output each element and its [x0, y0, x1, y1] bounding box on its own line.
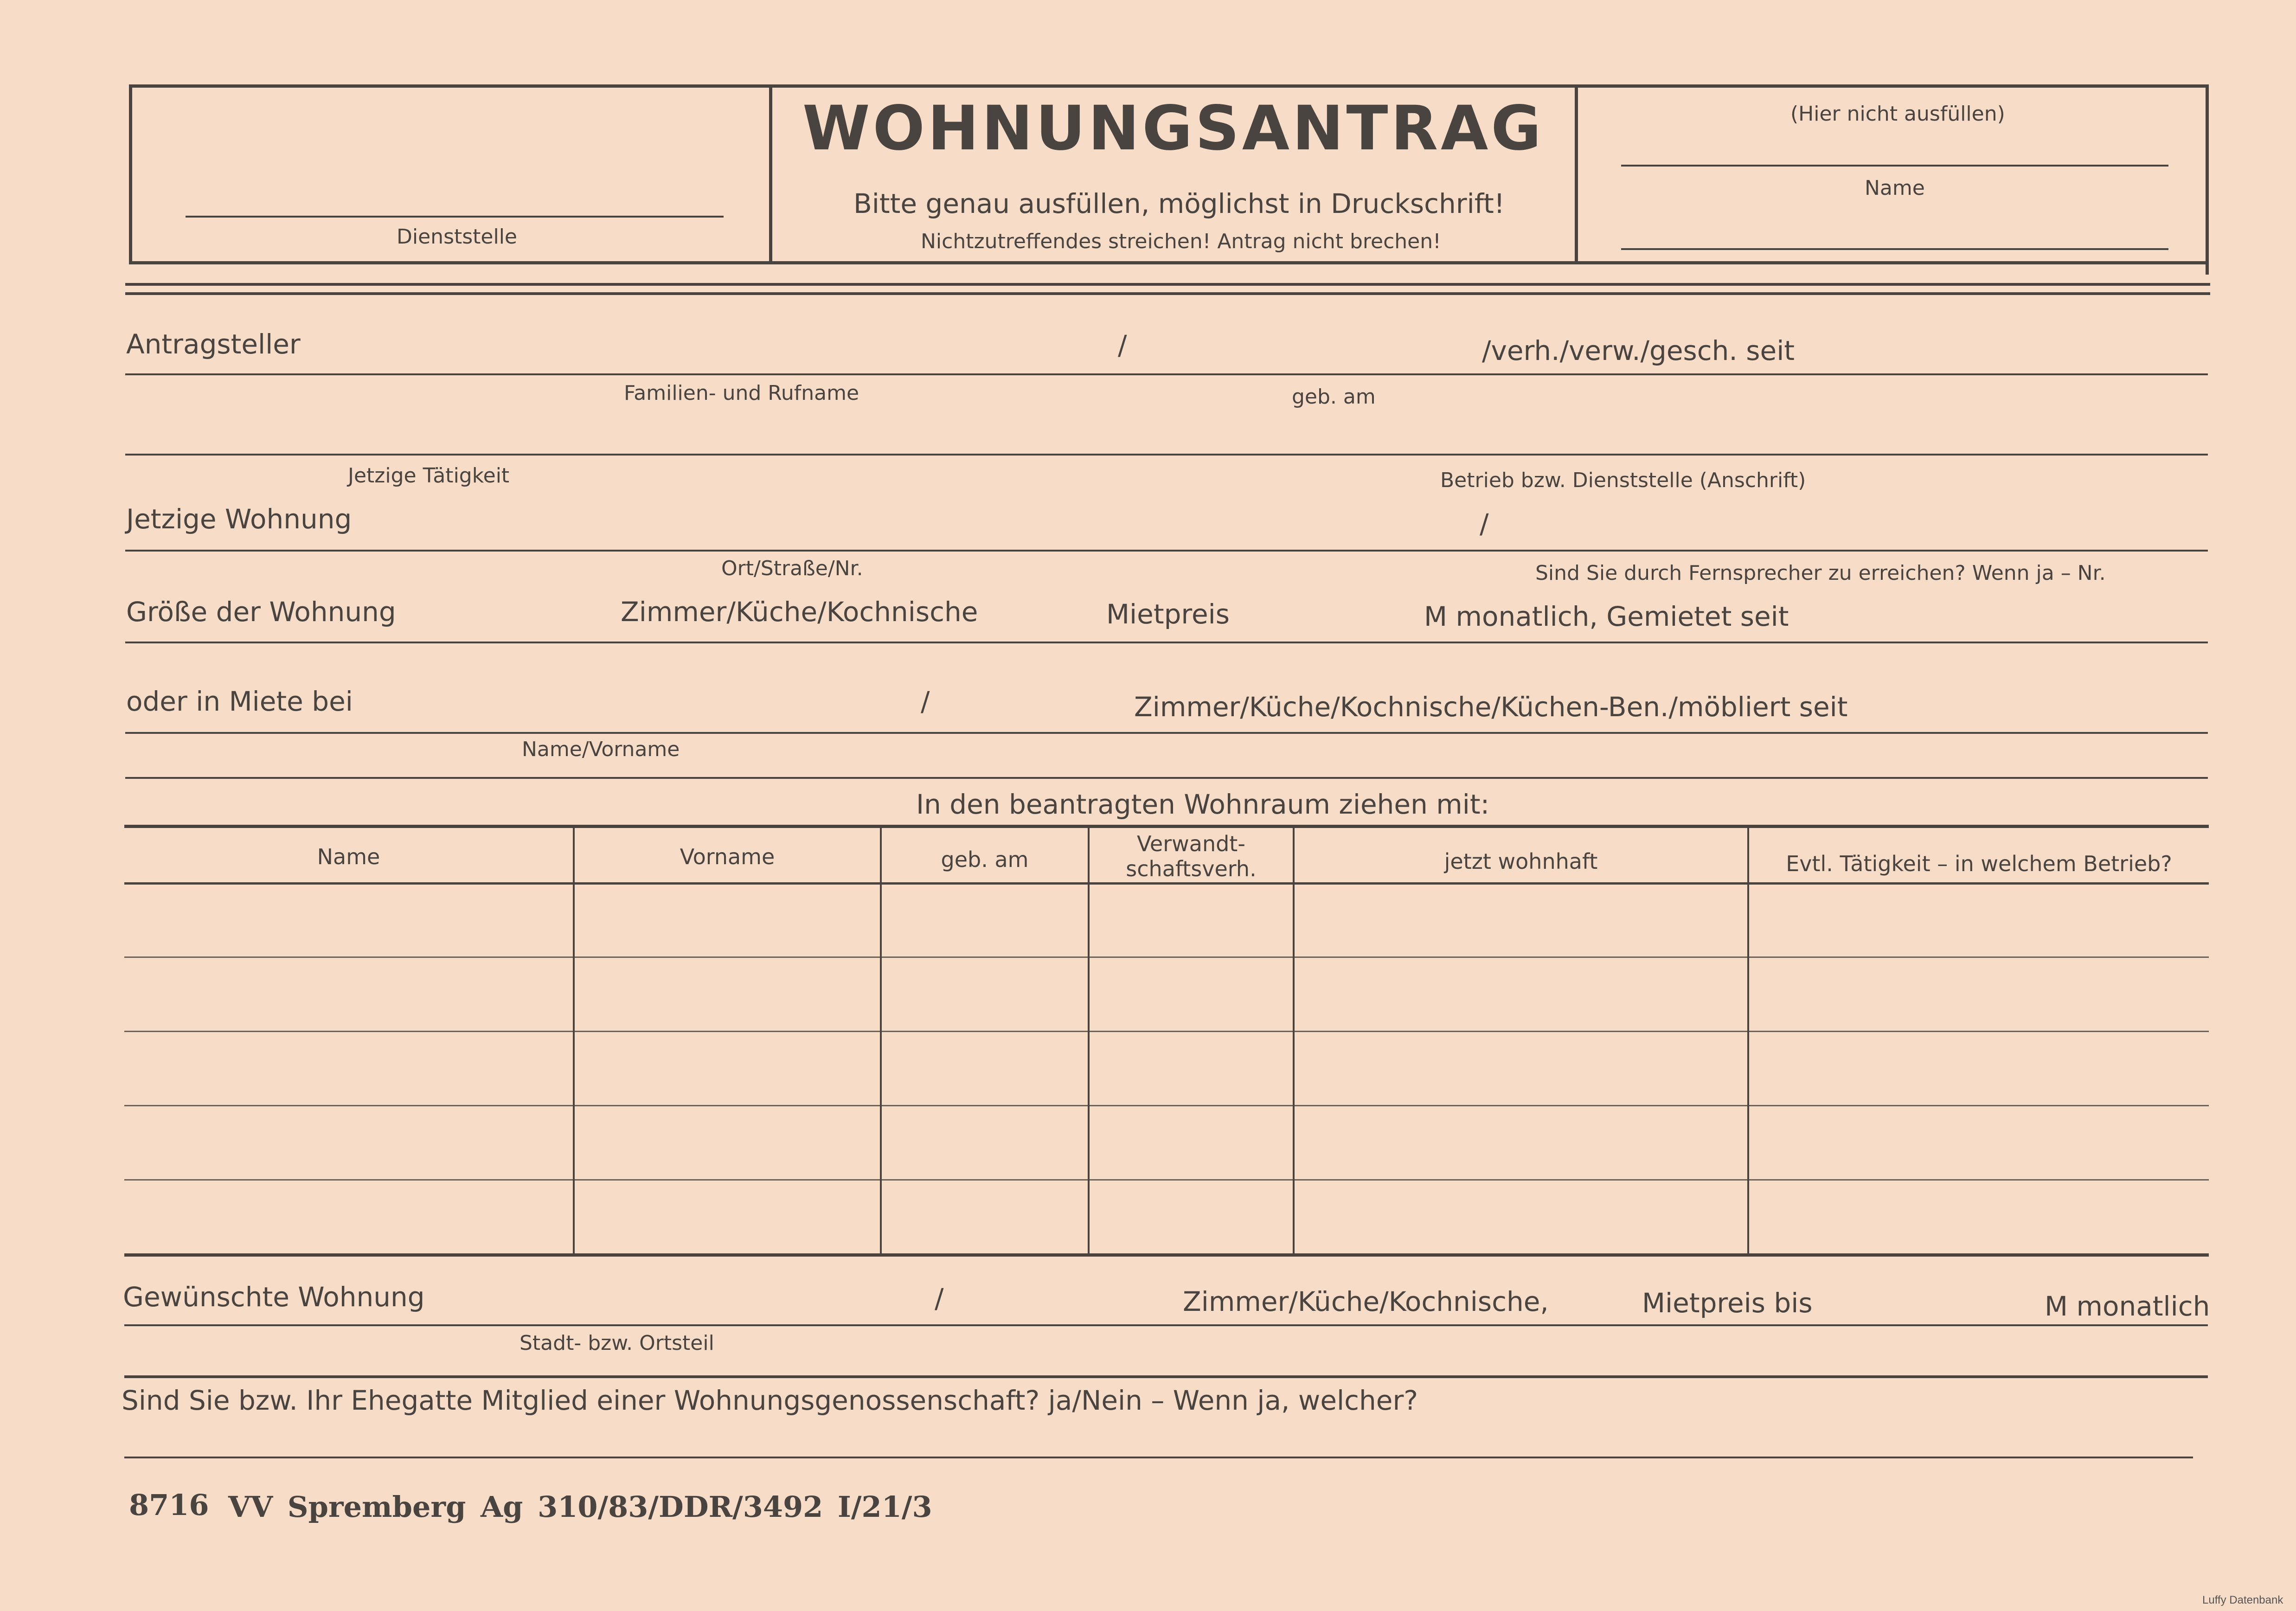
job-line[interactable]	[125, 454, 2208, 456]
table-title: In den beantragten Wohnraum ziehen mit:	[916, 789, 1490, 820]
job-caption: Jetzige Tätigkeit	[348, 464, 510, 488]
sublet-rooms: Zimmer/Küche/Kochnische/Küchen-Ben./möbliert seit	[1134, 691, 1848, 723]
current-home-label: Jetzige Wohnung	[126, 503, 352, 535]
watermark: Luffy Datenbank	[2202, 1594, 2283, 1606]
desired-rent: Mietpreis bis	[1642, 1287, 1813, 1319]
phone-caption: Sind Sie durch Fernsprecher zu erreichen? Wenn ja – Nr.	[1535, 561, 2106, 585]
desired-slash: /	[935, 1283, 944, 1314]
col-taetigkeit: Evtl. Tätigkeit – in welchem Betrieb?	[1786, 851, 2172, 876]
office-note: (Hier nicht ausfüllen)	[1790, 102, 2005, 126]
marital-status: /verh./verw./gesch. seit	[1482, 335, 1795, 366]
sublet-caption: Name/Vorname	[522, 738, 680, 761]
desired-monthly: M monatlich	[2045, 1290, 2210, 1322]
address-caption: Ort/Straße/Nr.	[721, 557, 863, 580]
coop-question: Sind Sie bzw. Ihr Ehegatte Mitglied einer Wohnungsgenossenschaft? ja/Nein – Wenn ja, welcher?	[122, 1385, 1418, 1416]
coop-line[interactable]	[124, 1457, 2193, 1458]
form-number: 8716	[129, 1488, 209, 1522]
employer-caption: Betrieb bzw. Dienststelle (Anschrift)	[1440, 469, 1806, 492]
current-home-line[interactable]	[125, 550, 2208, 552]
dob-caption: geb. am	[1292, 385, 1376, 409]
size-rent: Mietpreis	[1106, 598, 1230, 630]
size-rooms: Zimmer/Küche/Kochnische	[621, 596, 978, 628]
dienststelle-caption: Dienststelle	[397, 225, 518, 249]
sublet-line[interactable]	[125, 732, 2208, 734]
col-geb: geb. am	[941, 847, 1029, 872]
form-title: WOHNUNGSANTRAG	[802, 93, 1544, 164]
form-subtitle: Bitte genau ausfüllen, möglichst in Druckschrift!	[853, 188, 1505, 219]
district-caption: Stadt- bzw. Ortsteil	[519, 1331, 714, 1355]
desired-rooms: Zimmer/Küche/Kochnische,	[1183, 1286, 1549, 1317]
desired-label: Gewünschte Wohnung	[123, 1281, 425, 1313]
imprint: VV Spremberg Ag 310/83/DDR/3492 I/21/3	[228, 1490, 932, 1524]
col-verwandt: Verwandt- schaftsverh.	[1126, 831, 1257, 881]
col-vorname: Vorname	[680, 844, 775, 869]
office-name-caption: Name	[1865, 176, 1925, 200]
size-monthly: M monatlich, Gemietet seit	[1424, 601, 1789, 632]
applicant-line[interactable]	[125, 373, 2208, 375]
size-label: Größe der Wohnung	[126, 596, 396, 628]
sublet-label: oder in Miete bei	[126, 686, 353, 717]
size-line[interactable]	[125, 642, 2208, 643]
sublet-slash: /	[921, 686, 930, 717]
col-name: Name	[317, 844, 380, 869]
current-home-slash: /	[1480, 508, 1489, 539]
col-wohnhaft: jetzt wohnhaft	[1444, 849, 1598, 874]
desired-line[interactable]	[124, 1324, 2208, 1326]
form-subnote: Nichtzutreffendes streichen! Antrag nicht brechen!	[921, 230, 1441, 253]
name-caption: Familien- und Rufname	[624, 381, 859, 405]
applicant-slash: /	[1118, 329, 1127, 361]
applicant-label: Antragsteller	[126, 328, 301, 360]
